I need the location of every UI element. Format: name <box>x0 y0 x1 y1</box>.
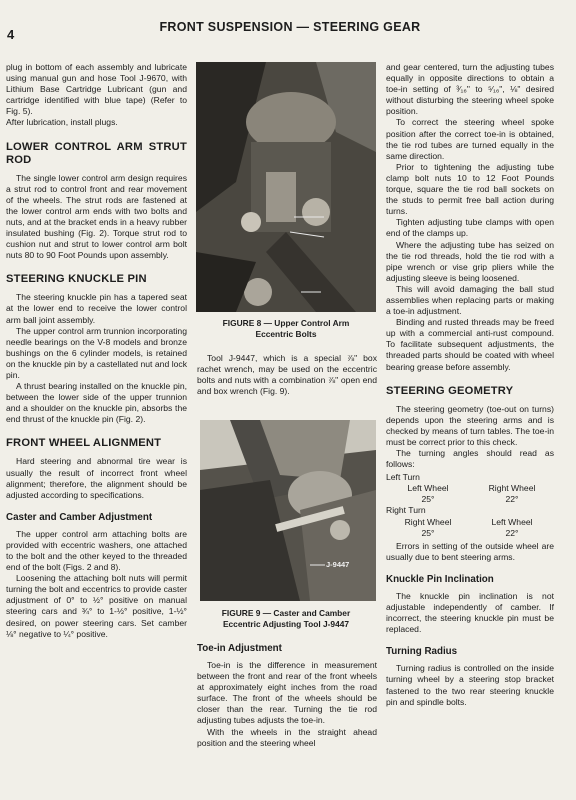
heading-toe-in-adjustment: Toe-in Adjustment <box>197 643 282 654</box>
left-turn-header-row <box>386 483 554 494</box>
figure-9-title: FIGURE 9 — Caster and Camber <box>221 608 351 618</box>
right-turn-header-1: Right Wheel <box>404 516 452 527</box>
geometry-paragraph-1: The steering geometry (toe-out on turns) depends upon the steering arms and is checked by means of turn tables. The toe-in must be correct prior to this check. <box>386 403 554 447</box>
after-lubrication-text: After lubrication, install plugs. <box>6 117 118 128</box>
seized-tube-paragraph: Where the adjusting tube has seized on the tie rod threads, hold the tie rod with a pipe wrench or vise grip pliers while the adjusting sleeve is being loosened. <box>386 239 554 283</box>
knuckle-pin-paragraph-3: A thrust bearing installed on the knuckle pin, between the lower side of the upper trunnion and a shoulder on the knuckle pin, absorbs the end thrust of the knuckle pin (Fig. 2). <box>6 381 187 425</box>
turning-radius-paragraph: Turning radius is controlled on the inside turning wheel by a steering stop bracket fastened to the two rear steering knuckle pin and spindle bolts. <box>386 663 554 707</box>
figure-8-photo <box>196 62 376 312</box>
left-turn-label: Left Turn <box>386 472 420 483</box>
figure-8-subtitle: Eccentric Bolts <box>255 328 317 339</box>
caster-paragraph-2: Loosening the attaching bolt nuts will permit turning the bolt and eccentrics to provide caster adjustment of 0° to ½° positive on manual steering cars and ¾° to 1-½° positive, 1-½° desired, on power steering cars. Set camber ⅛° negative to ¼° positive. <box>6 573 187 639</box>
right-turn-value-1: 25° <box>421 527 435 538</box>
page-number: 4 <box>7 27 15 42</box>
inclination-paragraph: The knuckle pin inclination is not adjustable independently of camber. If incorrect, the steering knuckle pin must be replaced. <box>386 590 554 635</box>
right-turn-header-2: Left Wheel <box>491 516 533 527</box>
left-turn-header-2: Right Wheel <box>488 483 536 494</box>
turning-angles-table <box>386 472 554 539</box>
geometry-paragraph-2: The turning angles should read as follows: <box>386 448 554 470</box>
column-right <box>386 62 554 708</box>
tool-j9447-text-block <box>197 353 377 397</box>
tool-j9447-paragraph: Tool J-9447, which is a special ⅞" box rachet wrench, may be used on the eccentric bolts and nuts with a combination ⅞" open end and box wrench (Fig. 9). <box>197 353 377 397</box>
heading-caster-camber-adjustment: Caster and Camber Adjustment <box>6 511 153 523</box>
figure-9-caption <box>196 608 376 629</box>
running-head: FRONT SUSPENSION — STEERING GEAR <box>159 20 421 34</box>
left-turn-value-1: 25° <box>421 494 435 505</box>
alignment-paragraph: Hard steering and abnormal tire wear is usually the result of incorrect front wheel alignment; therefore, the alignment should be adjusted according to specifications. <box>6 456 187 500</box>
right-turn-header-row <box>386 517 554 528</box>
knuckle-pin-paragraph-1: The steering knuckle pin has a tapered seat at the lower end to receive the lower control arm ball joint assembly. <box>6 292 187 325</box>
heading-turning-radius: Turning Radius <box>386 646 458 658</box>
figure-9-tool-label: J-9447 <box>326 560 350 569</box>
rusted-threads-paragraph: Binding and rusted threads may be freed up with a commercial anti-rust compound. To facilitate subsequent adjustments, the threaded parts should be coated with wheel bearing grease before assembly. <box>386 317 554 372</box>
heading-lower-control-arm-strut-rod: LOWER CONTROL ARM STRUT ROD <box>6 140 187 166</box>
left-turn-header-1: Left Wheel <box>407 483 449 494</box>
toe-in-paragraph-1: Toe-in is the difference in measurement between the front and rear of the front wheels at approximately eight inches from the road surface. The front of the wheels should be closer than the rear. Turning the tie rod adjusting tubes adjusts the toe-in. <box>197 660 377 726</box>
heading-steering-geometry: STEERING GEOMETRY <box>386 384 514 397</box>
intro-paragraph: plug in bottom of each assembly and lubricate using manual gun and hose Tool J-9670, with Lithium Base Cartridge Lubricant (gun and cartridge identified with blue tape) (Refer to Fig. 5). <box>6 62 187 117</box>
figure-8-caption <box>196 318 376 339</box>
heading-knuckle-pin-inclination: Knuckle Pin Inclination <box>386 573 494 585</box>
geometry-paragraph-3: Errors in setting of the outside wheel are usually due to bent steering arms. <box>386 540 554 562</box>
tighten-clamps-paragraph: Tighten adjusting tube clamps with open end of the clamps up. <box>386 217 554 239</box>
toe-in-paragraph-2: With the wheels in the straight ahead position and the steering wheel <box>197 726 377 748</box>
figure-8-title: FIGURE 8 — Upper Control Arm <box>222 318 350 328</box>
figure-9-subtitle: Eccentric Adjusting Tool J-9447 <box>222 618 350 629</box>
avoid-damage-paragraph: This will avoid damaging the ball stud assemblies when replacing parts or making a toe-in adjustment. <box>386 283 554 317</box>
left-turn-value-row <box>386 494 554 505</box>
strut-rod-paragraph: The single lower control arm design requires a strut rod to control front and rear movement of the wheels. The strut rods are fastened at the lower control arm ends with two bolts and nuts, and at the bracket ends in a heavy rubber insulated bushing (Fig. 2). Torque strut rod to cushion nut and strut to lower control arm bolt nuts 80 to 90 Foot Pounds upon assembly. <box>6 172 187 261</box>
right-turn-value-row <box>386 528 554 539</box>
clamp-bolt-paragraph: Prior to tightening the adjusting tube clamp bolt nuts 10 to 12 Foot Pounds torque, square the tie rod ball sockets on the studs to permit free ball action during turns. <box>386 161 554 217</box>
left-turn-value-2: 22° <box>505 494 519 505</box>
column-left <box>6 62 187 640</box>
toe-in-text-block <box>197 643 377 749</box>
right-turn-label: Right Turn <box>386 505 426 516</box>
heading-steering-knuckle-pin: STEERING KNUCKLE PIN <box>6 273 147 286</box>
right-turn-value-2: 22° <box>505 527 519 538</box>
figure-9-photo <box>200 420 376 601</box>
spoke-correction-paragraph: To correct the steering wheel spoke position after the correct toe-in is obtained, the tie rod tubes are turned equally in the same direction. <box>386 117 554 161</box>
heading-front-wheel-alignment: FRONT WHEEL ALIGNMENT <box>6 437 162 450</box>
caster-paragraph-1: The upper control arm attaching bolts are provided with eccentric washers, one attached to the bolt and the other keyed to the threaded end of the bolt (Figs. 2 and 8). <box>6 528 187 573</box>
knuckle-pin-paragraph-2: The upper control arm trunnion incorporating needle bearings on the V-8 models and bronze bushings on the 6 cylinder models, is retained on the knuckle pin by a castellated nut and lock pin. <box>6 325 187 380</box>
toe-in-continued-paragraph: and gear centered, turn the adjusting tubes equally in opposite directions to obtain a toe-in setting of ³⁄₁₆" to ⁵⁄₁₆", ⅛" desired without disturbing the steering wheel spoke position. <box>386 62 554 117</box>
